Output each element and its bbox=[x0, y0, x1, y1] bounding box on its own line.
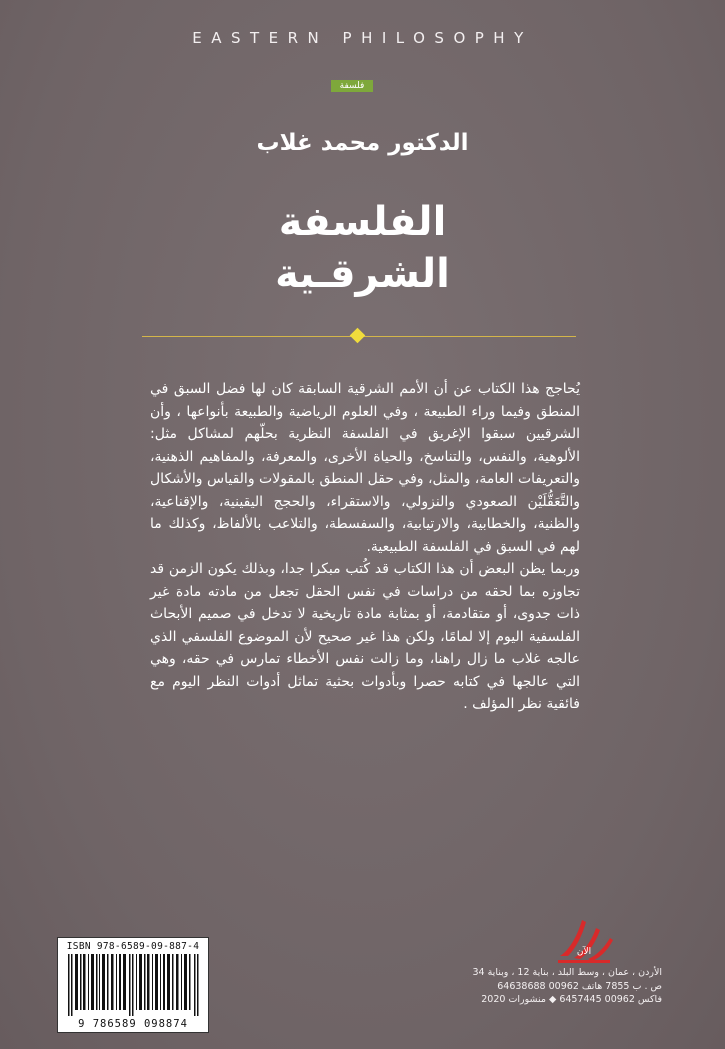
publisher-contact bbox=[392, 966, 662, 1007]
barcode-bars-icon bbox=[66, 954, 202, 1016]
blurb bbox=[150, 378, 580, 716]
publisher-logo-text: الآن bbox=[576, 947, 592, 957]
series-title: EASTERN PHILOSOPHY bbox=[192, 29, 533, 47]
isbn-barcode bbox=[57, 937, 209, 1033]
barcode-digits: 9 786589 098874 bbox=[78, 1018, 188, 1030]
publisher-fax: فاكس 00962 6457445 ◆ منشورات 2020 bbox=[481, 994, 662, 1005]
book-title-line-2: الشرقـية bbox=[275, 251, 450, 297]
diamond-ornament-icon bbox=[350, 328, 366, 344]
category-tag: فلسفة bbox=[331, 80, 373, 92]
isbn-label: ISBN 978-6589-09-887-4 bbox=[66, 941, 200, 952]
publisher-logo-icon bbox=[552, 916, 616, 966]
blurb-paragraph-2: وربما يظن البعض أن هذا الكتاب قد كُتب مبكرا جدا، وبذلك يكون الزمن قد تجاوزه بما لحقه من دراسات في نفس الحقل تجعل من مادته مادة غير ذات جدوى، أو متقادمة، أو بمثابة مادة تاريخية لا تدخل في صميم الأبحاث الفلسفية اليوم إلا لمامًا، ولكن هذا غير صحيح لأن الموضوع الفلسفي الذي عالجه غلاب ما زال راهنا، وما زالت نفس الأخطاء تمارس في حقه، وهي التي عالجها في كتابه حصرا وبأدوات بحثية تماثل أدوات النظر اليوم مع فائقية نظر المؤلف . bbox=[150, 561, 580, 712]
author-name: الدكتور محمد غلاب bbox=[256, 130, 469, 156]
blurb-paragraph-1: يُحاجج هذا الكتاب عن أن الأمم الشرقية السابقة كان لها فضل السبق في المنطق وفيما وراء الطبيعة ، وفي العلوم الرياضية والطبيعة بأنواعها ، وأن الشرقيين سبقوا الإغريق في الفلسفة النظرية بحلّهم لمشاكل مثل: الألوهية، والنفس، والتناسخ، والحياة الأخرى، والمعرفة، والمفاهيم الذهنية، والتعريفات العامة، والمثل، وفي حقل المنطق بالمقولات والقياس والأشكال والتَّعَقُّلَيْن الصعودي والنزولي، والاستقراء، والحجج اليقينية، والإقناعية، والظنية، والخطابية، والارتيابية، والسفسطة، والتلاعب بالألفاظ، وكذلك ما لهم في السبق في الفلسفة الطبيعية. bbox=[150, 381, 580, 555]
publisher-address: الأردن ، عمان ، وسط البلد ، بناية 12 ، وبناية 34 bbox=[472, 967, 662, 978]
book-title bbox=[0, 196, 725, 300]
book-title-line-1: الفلسفة bbox=[278, 199, 447, 245]
publisher-phone: ص . ب 7855 هاتف 00962 64638688 bbox=[497, 980, 662, 992]
